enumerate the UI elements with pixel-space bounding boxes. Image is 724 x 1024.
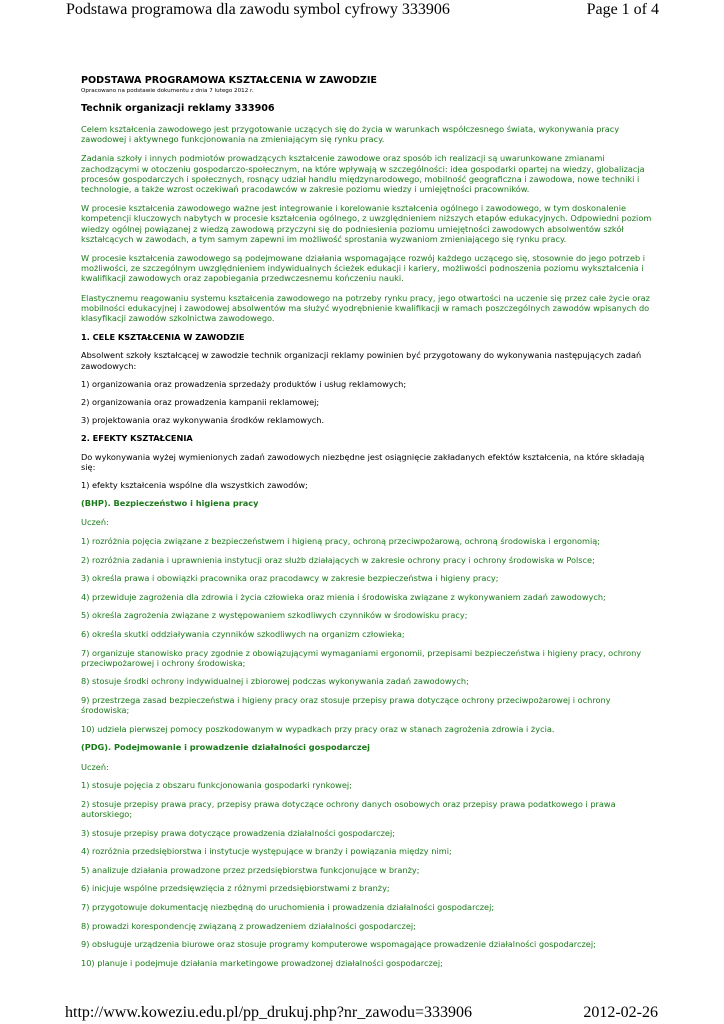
list-item: 2) rozróżnia zadania i uprawnienia instytucji oraz służb działających w zakresie ochrony pracy i ochrony środowiska w Polsce; bbox=[81, 554, 595, 565]
bhp-list bbox=[81, 536, 653, 734]
list-item: 10) udziela pierwszej pomocy poszkodowanym w wypadkach przy pracy oraz w stanach zagrożenia zdrowia i życia. bbox=[81, 723, 555, 734]
list-item: 1) rozróżnia pojęcia związane z bezpieczeństwem i higieną pracy, ochroną przeciwpożarową, ochroną środowiska i ergonomią; bbox=[81, 536, 601, 547]
outcomes-lead: Do wykonywania wyżej wymienionych zadań zawodowych niezbędne jest osiągnięcie zakładanych efektów kształcenia, na które składają się: bbox=[81, 451, 645, 472]
list-item: 4) przewiduje zagrożenia dla zdrowia i życia człowieka oraz mienia i środowiska związane z wykonywaniem zadań zawodowych; bbox=[81, 591, 606, 602]
list-item: 8) prowadzi korespondencję związaną z prowadzeniem działalności gospodarczej; bbox=[81, 920, 416, 931]
list-item: 8) stosuje środki ochrony indywidualnej i zbiorowej podczas wykonywania zadań zawodowych; bbox=[81, 676, 469, 687]
pdg-lead: Uczeń: bbox=[81, 761, 109, 772]
list-item: 4) rozróżnia przedsiębiorstwa i instytucje występujące w branży i powiązania między nimi; bbox=[81, 846, 452, 857]
footer-url: http://www.koweziu.edu.pl/pp_drukuj.php?nr_zawodu=333906 bbox=[65, 1004, 473, 1021]
list-item: 9) przestrzega zasad bezpieczeństwa i higieny pracy oraz stosuje przepisy prawa dotyczące ochrony przeciwpożarowej i ochrony środowiska; bbox=[81, 695, 611, 716]
bhp-heading: (BHP). Bezpieczeństwo i higiena pracy bbox=[81, 498, 259, 509]
header-page-number: Page 1 of 4 bbox=[586, 1, 659, 18]
goal-item: 1) organizowania oraz prowadzenia sprzedaży produktów i usług reklamowych; bbox=[81, 378, 407, 389]
list-item: 5) analizuje działania prowadzone przez przedsiębiorstwa funkcjonujące w branży; bbox=[81, 864, 420, 875]
section-heading-goals: 1. CELE KSZTAŁCENIA W ZAWODZIE bbox=[81, 332, 245, 343]
list-item: 2) stosuje przepisy prawa pracy, przepisy prawa dotyczące ochrony danych osobowych oraz przepisy prawa podatkowego i prawa autorskiego; bbox=[81, 798, 616, 820]
document-subtitle: Opracowano na podstawie dokumentu z dnia 7 lutego 2012 r. bbox=[81, 88, 254, 94]
document-title: PODSTAWA PROGRAMOWA KSZTAŁCENIA W ZAWODZIE bbox=[81, 75, 377, 86]
list-item: 3) stosuje przepisy prawa dotyczące prowadzenia działalności gospodarczej; bbox=[81, 827, 395, 838]
intro-paragraph: Zadania szkoły i innych podmiotów prowadzących kształcenie zawodowe oraz sposób ich realizacji są uwarunkowane zmianami zachodzącymi w otoczeniu gospodarczo-społecznym, na które wpływają w szczególności: idea gospodarki opartej na wiedzy, globalizacja procesów gospodarczych i społecznych, rosnący udział handlu międzynarodowego, mobilność geograficzna i zawodowa, nowe techniki i technologie, a także wzrost oczekiwań pracodawców w zakresie poziomu wiedzy i umiejętności pracowników. bbox=[81, 153, 645, 195]
bhp-lead: Uczeń: bbox=[81, 517, 109, 528]
list-item: 6) określa skutki oddziaływania czynników szkodliwych na organizm człowieka; bbox=[81, 629, 405, 640]
intro-paragraph: Elastycznemu reagowaniu systemu kształcenia zawodowego na potrzeby rynku pracy, jego otwartości na uczenie się przez całe życie oraz mobilności edukacyjnej i zawodowej absolwentów ma służyć wyodrębnienie kwalifikacji w ramach poszczególnych zawodów wpisanych do klasyfikacji zawodów szkolnictwa zawodowego. bbox=[81, 292, 650, 324]
footer-date: 2012-02-26 bbox=[583, 1004, 658, 1021]
list-item: 9) obsługuje urządzenia biurowe oraz stosuje programy komputerowe wspomagające prowadzenie działalności gospodarczej; bbox=[81, 939, 596, 950]
list-item: 7) organizuje stanowisko pracy zgodnie z obowiązującymi wymaganiami ergonomii, przepisami bezpieczeństwa i higieny pracy, ochrony przeciwpożarowej i ochrony środowiska; bbox=[81, 647, 642, 668]
intro-paragraph: W procesie kształcenia zawodowego są podejmowane działania wspomagające rozwój każdego uczącego się, stosownie do jego potrzeb i możliwości, ze szczególnym uwzględnieniem indywidualnych ścieżek edukacji i kariery, możliwości podnoszenia poziomu wykształcenia i kwalifikacji zawodowych oraz zapobiegania przedwczesnemu kończeniu nauki. bbox=[81, 253, 646, 284]
goal-item: 3) projektowania oraz wykonywania środków reklamowych. bbox=[81, 415, 325, 426]
outcomes-item: 1) efekty kształcenia wspólne dla wszystkich zawodów; bbox=[81, 480, 308, 491]
list-item: 6) inicjuje wspólne przedsięwzięcia z różnymi przedsiębiorstwami z branży; bbox=[81, 883, 390, 894]
intro-paragraph: Celem kształcenia zawodowego jest przygotowanie uczących się do życia w warunkach współczesnego świata, wykonywania pracy zawodowej i aktywnego funkcjonowania na zmieniającym się rynku pracy. bbox=[81, 124, 620, 145]
goals-lead: Absolwent szkoły kształcącej w zawodzie technik organizacji reklamy powinien być przygotowany do wykonywania następujących zadań zawodowych: bbox=[81, 350, 642, 371]
section-heading-outcomes: 2. EFEKTY KSZTAŁCENIA bbox=[81, 433, 193, 444]
list-item: 5) określa zagrożenia związane z występowaniem szkodliwych czynników w środowisku pracy; bbox=[81, 610, 468, 621]
list-item: 3) określa prawa i obowiązki pracownika oraz pracodawcy w zakresie bezpieczeństwa i higieny pracy; bbox=[81, 573, 499, 584]
profession-heading: Technik organizacji reklamy 333906 bbox=[81, 103, 275, 114]
goal-item: 2) organizowania oraz prowadzenia kampanii reklamowej; bbox=[81, 397, 320, 408]
list-item: 1) stosuje pojęcia z obszaru funkcjonowania gospodarki rynkowej; bbox=[81, 780, 352, 791]
intro-paragraph: W procesie kształcenia zawodowego ważne jest integrowanie i korelowanie kształcenia ogólnego i zawodowego, w tym doskonalenie kompetencji kluczowych nabytych w procesie kształcenia ogólnego, z uwzględnieniem niższych etapów edukacyjnych. Odpowiedni poziom wiedzy ogólnej powiązanej z wiedzą zawodową przyczyni się do podniesienia poziomu umiejętności zawodowych absolwentów szkół kształcących w zawodach, a tym samym zapewni im możliwość sprostania wyzwaniom zmieniającego się rynku pracy. bbox=[81, 203, 652, 244]
print-header bbox=[0, 0, 724, 24]
pdg-list bbox=[81, 780, 653, 968]
header-title: Podstawa programowa dla zawodu symbol cyfrowy 333906 bbox=[66, 1, 450, 18]
list-item: 7) przygotowuje dokumentację niezbędną do uruchomienia i prowadzenia działalności gospodarczej; bbox=[81, 901, 495, 912]
pdg-heading: (PDG). Podejmowanie i prowadzenie działalności gospodarczej bbox=[81, 742, 370, 753]
document-body bbox=[81, 75, 653, 976]
list-item: 10) planuje i podejmuje działania marketingowe prowadzonej działalności gospodarczej; bbox=[81, 957, 443, 968]
